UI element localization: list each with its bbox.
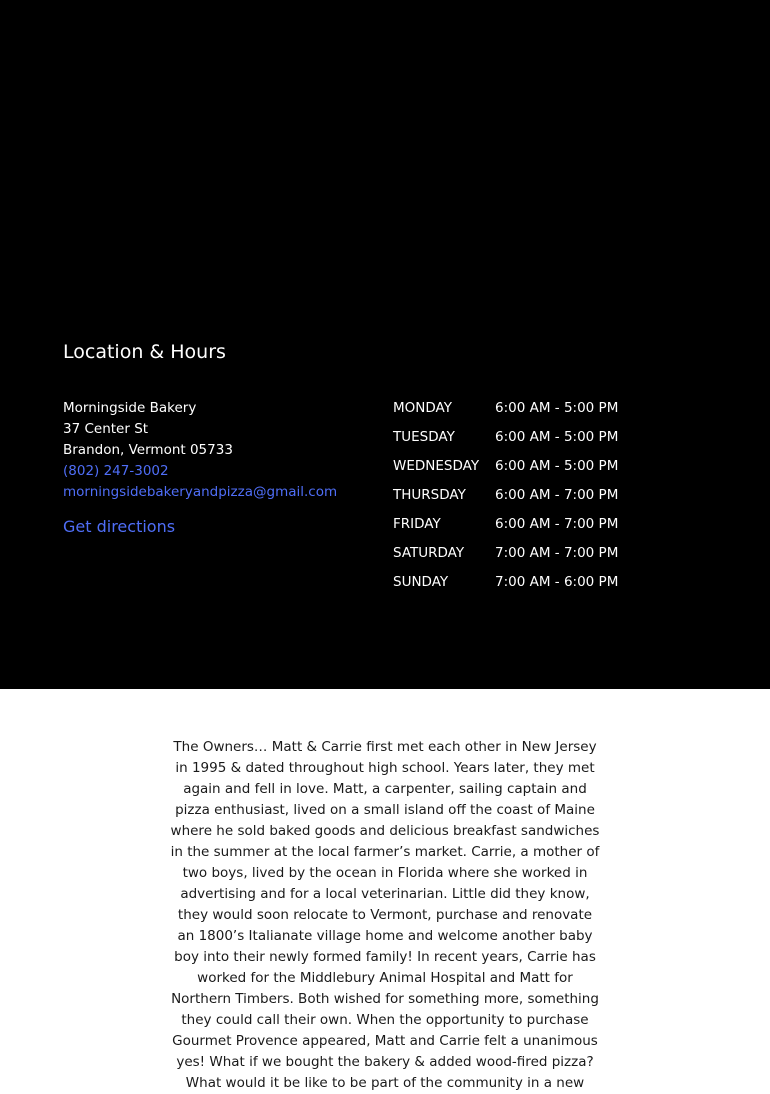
about-owners-text: The Owners… Matt & Carrie first met each other in New Jersey in 1995 & dated throughout high school. Years later, they met again and fell in love. Matt, a carpenter, sailing captain and pizza enthusiast, lived on a small island off the coast of Maine where he sold baked goods and delicious breakfast sandwiches in the summer at the local farmer’s market. Carrie, a mother of two boys, lived by the ocean in Florida where she worked in advertising and for a local veterinarian. Little did they know, they would soon relocate to Vermont, purchase and renovate an 1800’s Italianate village home and welcome another baby boy into their newly formed family! In recent years, Carrie has worked for the Middlebury Animal Hospital and Matt for Northern Timbers. Both wished for something more, something they could call their own. When the opportunity to purchase Gourmet Provence appeared, Matt and Carrie felt a unanimous yes! What if we bought the bakery & added wood-fired pizza? What would it be like to be part of the community in a new [170,739,600,1091]
hours-time: 6:00 AM - 7:00 PM [495,487,619,503]
address-block [63,398,337,503]
phone-link[interactable]: (802) 247-3002 [63,463,169,479]
street-address: 37 Center St [63,421,149,437]
business-name: Morningside Bakery [63,400,197,416]
hours-row-saturday [393,543,618,572]
hours-row-tuesday [393,427,618,456]
hours-table [393,398,618,601]
hours-day: WEDNESDAY [393,458,480,474]
hours-time: 6:00 AM - 5:00 PM [495,429,619,445]
hours-time: 6:00 AM - 7:00 PM [495,516,619,532]
location-hours-heading: Location & Hours [63,341,226,363]
hours-time: 6:00 AM - 5:00 PM [495,400,619,416]
hours-row-friday [393,514,618,543]
hours-day: TUESDAY [393,429,455,445]
hours-day: SATURDAY [393,545,465,561]
hours-day: THURSDAY [393,487,466,503]
city-state-zip: Brandon, Vermont 05733 [63,442,233,458]
hours-time: 7:00 AM - 7:00 PM [495,545,619,561]
hours-row-thursday [393,485,618,514]
hours-time: 6:00 AM - 5:00 PM [495,458,619,474]
hours-time: 7:00 AM - 6:00 PM [495,574,619,590]
get-directions-link[interactable]: Get directions [63,517,176,536]
hours-row-wednesday [393,456,618,485]
email-link[interactable]: morningsidebakeryandpizza@gmail.com [63,484,338,500]
hours-row-monday [393,398,618,427]
hours-row-sunday [393,572,618,601]
hours-day: SUNDAY [393,574,449,590]
hours-day: MONDAY [393,400,452,416]
hours-day: FRIDAY [393,516,441,532]
